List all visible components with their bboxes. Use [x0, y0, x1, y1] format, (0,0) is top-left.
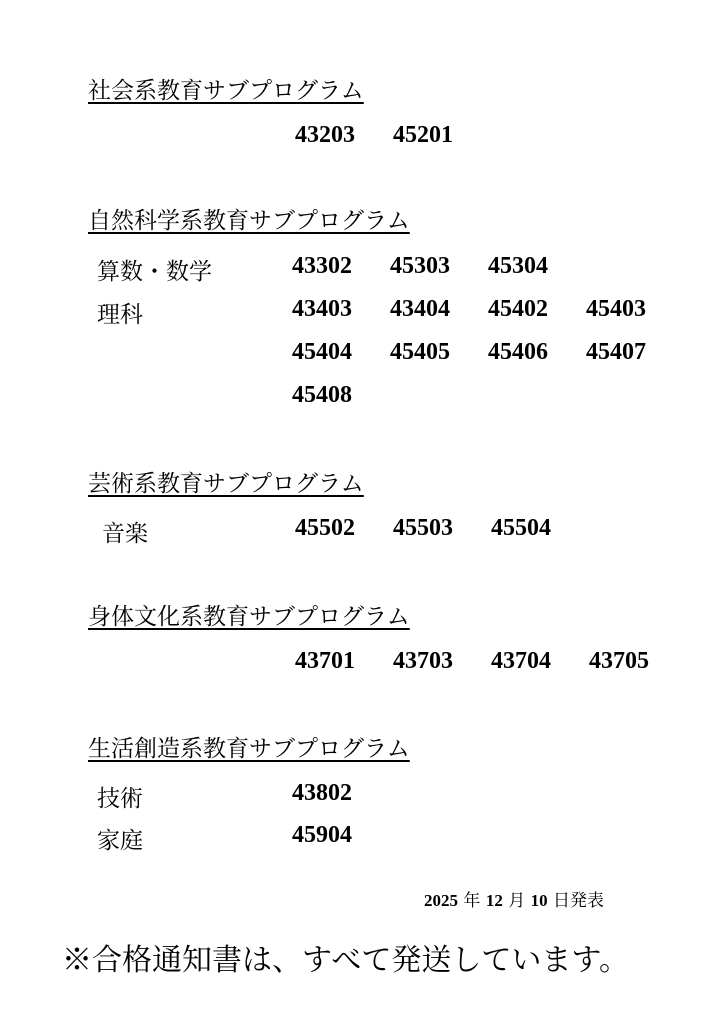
subject-label-technology: 技術: [97, 786, 143, 812]
date-month: 12: [485, 891, 503, 910]
announcement-date: [424, 886, 604, 911]
subject-label-science: 理科: [97, 302, 143, 328]
exam-number: 45406: [488, 339, 548, 365]
exam-number: 45504: [491, 515, 551, 541]
date-year: 2025: [424, 891, 458, 910]
exam-number: 43704: [491, 648, 551, 674]
exam-number: 45201: [393, 122, 453, 148]
section-heading-natural-science: 自然科学系教育サブプログラム: [88, 208, 410, 234]
date-year-unit: 年: [463, 891, 481, 911]
section-heading-arts: 芸術系教育サブプログラム: [88, 471, 364, 497]
subject-label-music: 音楽: [102, 521, 148, 547]
subject-label-math: 算数・数学: [97, 259, 212, 285]
exam-number: 45303: [390, 253, 450, 279]
exam-number: 43802: [292, 780, 352, 806]
exam-number: 45405: [390, 339, 450, 365]
exam-number: 45407: [586, 339, 646, 365]
section-heading-physical-culture: 身体文化系教育サブプログラム: [88, 604, 410, 630]
date-day-unit: 日発表: [553, 891, 605, 911]
exam-number: 45402: [488, 296, 548, 322]
date-month-unit: 月: [508, 891, 526, 911]
exam-number: 45904: [292, 822, 352, 848]
exam-number: 45502: [295, 515, 355, 541]
section-heading-social: 社会系教育サブプログラム: [88, 78, 364, 104]
subject-label-home-economics: 家庭: [97, 828, 143, 854]
exam-number: 43703: [393, 648, 453, 674]
exam-number: 45404: [292, 339, 352, 365]
exam-number: 43203: [295, 122, 355, 148]
notification-notice: ※合格通知書は、すべて発送しています。: [62, 943, 629, 978]
exam-number: 43701: [295, 648, 355, 674]
date-day: 10: [530, 891, 548, 910]
exam-number: 45408: [292, 382, 352, 408]
section-heading-life-creation: 生活創造系教育サブプログラム: [88, 736, 410, 762]
exam-number: 43403: [292, 296, 352, 322]
exam-number: 45304: [488, 253, 548, 279]
exam-number: 43404: [390, 296, 450, 322]
exam-number: 45403: [586, 296, 646, 322]
exam-number: 45503: [393, 515, 453, 541]
exam-number: 43302: [292, 253, 352, 279]
exam-number: 43705: [589, 648, 649, 674]
